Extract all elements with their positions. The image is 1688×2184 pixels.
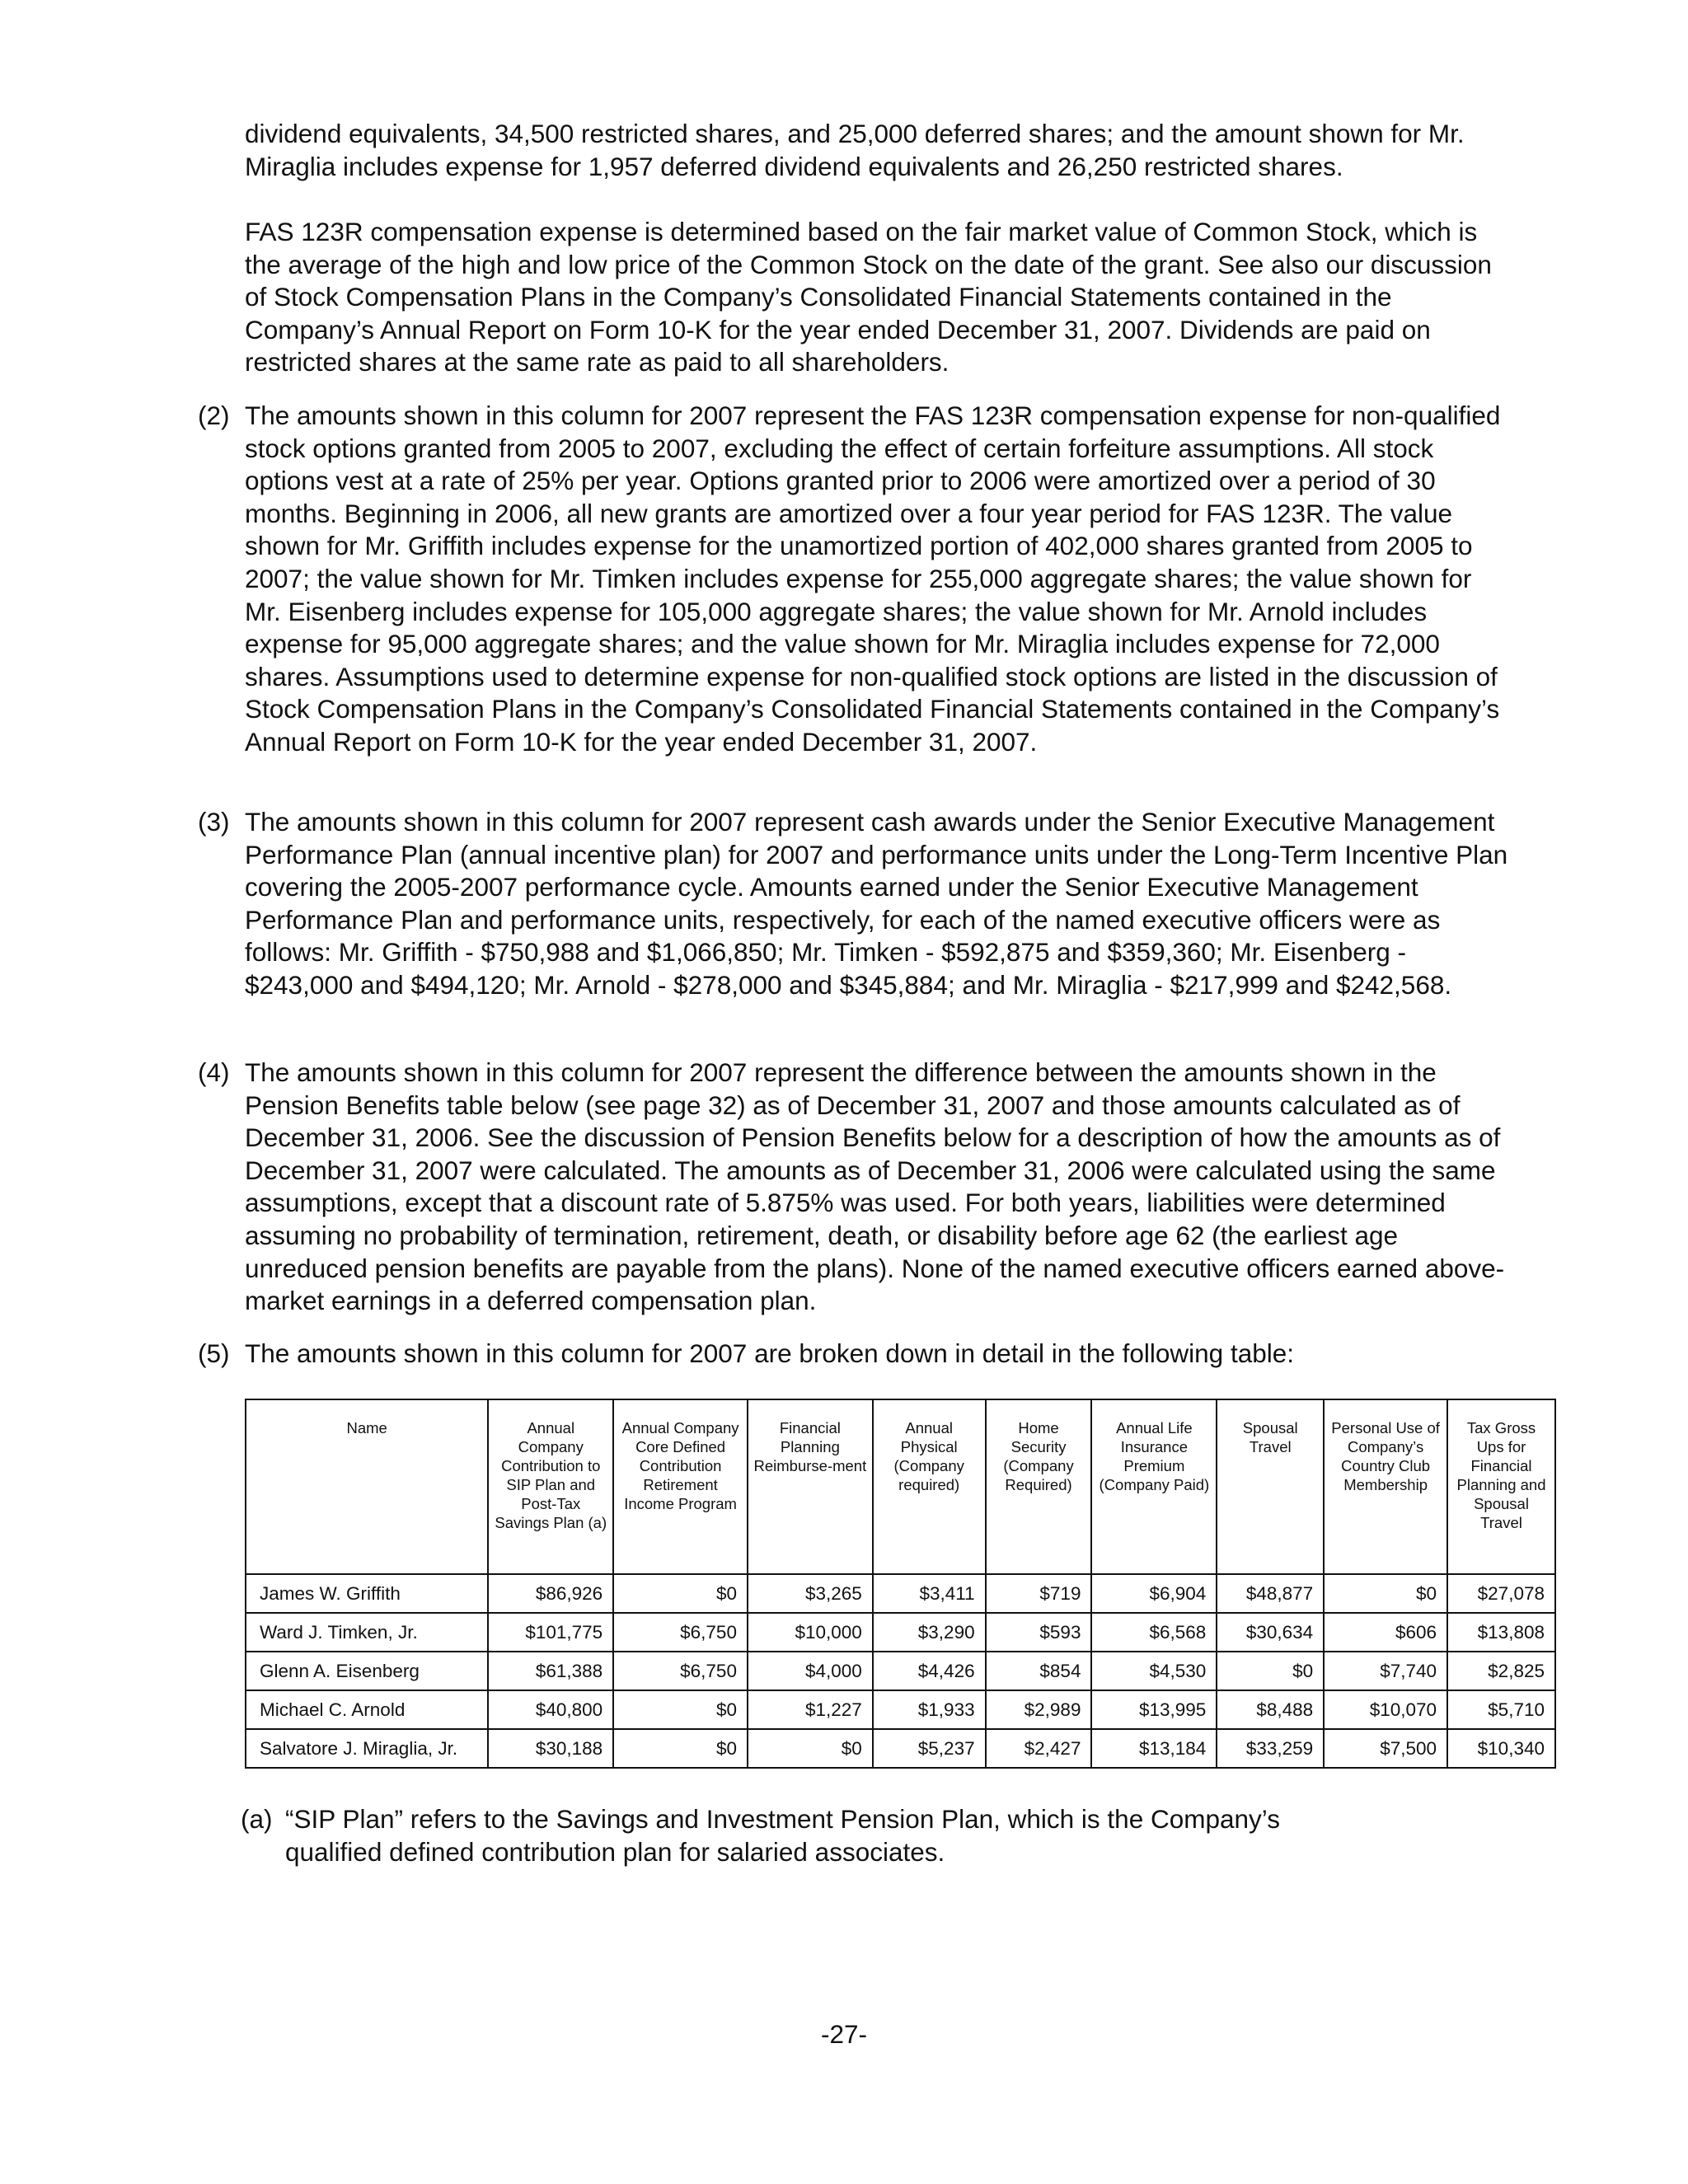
header-name: Name	[246, 1399, 488, 1574]
header-home-security: Home Security (Company Required)	[986, 1399, 1092, 1574]
table-cell: $40,800	[488, 1690, 613, 1729]
footnote-text: The amounts shown in this column for 2007 represent the FAS 123R compensation expense for non-qualified stock options granted from 2005 to 2007, excluding the effect of certain forfeiture assumptions. All stock options vest at a rate of 25% per year. Options granted prior to 2006 were amortized over a period of 30 months. Beginning in 2006, all new grants are amortized over a four year period for FAS 123R. The value shown for Mr. Griffith includes expense for the unamortized portion of 402,000 shares granted from 2005 to 2007; the value shown for Mr. Timken includes expense for 255,000 aggregate shares; the value shown for Mr. Eisenberg includes expense for 105,000 aggregate shares; the value shown for Mr. Arnold includes expense for 95,000 aggregate shares; and the value shown for Mr. Miraglia includes expense for 72,000 shares. Assumptions used to determine expense for non-qualified stock options are listed in the discussion of Stock Compensation Plans in the Company’s Consolidated Financial Statements contained in the Company’s Annual Report on Form 10-K for the year ended December 31, 2007.	[245, 401, 1501, 757]
table-cell: $0	[748, 1729, 873, 1768]
cell-name: James W. Griffith	[246, 1574, 488, 1613]
table-cell: $593	[986, 1613, 1092, 1652]
table-cell: $719	[986, 1574, 1092, 1613]
table-cell: $3,290	[873, 1613, 986, 1652]
table-cell: $86,926	[488, 1574, 613, 1613]
table-cell: $606	[1324, 1613, 1447, 1652]
table-row	[246, 1690, 1555, 1729]
table-cell: $33,259	[1217, 1729, 1324, 1768]
header-sip-contribution: Annual Company Contribution to SIP Plan and Post-Tax Savings Plan (a)	[488, 1399, 613, 1574]
table-cell: $61,388	[488, 1652, 613, 1690]
footnote-number: (a)	[241, 1804, 273, 1834]
cell-name: Michael C. Arnold	[246, 1690, 488, 1729]
header-country-club: Personal Use of Company’s Country Club Membership	[1324, 1399, 1447, 1574]
table-header-row	[246, 1399, 1555, 1574]
footnote-text: The amounts shown in this column for 2007 are broken down in detail in the following table:	[245, 1338, 1294, 1368]
table-cell: $4,000	[748, 1652, 873, 1690]
table-cell: $7,740	[1324, 1652, 1447, 1690]
table-cell: $0	[613, 1729, 748, 1768]
footnote-text: The amounts shown in this column for 2007 represent the difference between the amounts shown in the Pension Benefits table below (see page 32) as of December 31, 2007 and those amounts calculated as of December 31, 2006. See the discussion of Pension Benefits below for a description of how the amounts as of December 31, 2007 were calculated. The amounts as of December 31, 2006 were calculated using the same assumptions, except that a discount rate of 5.875% was used. For both years, liabilities were determined assuming no probability of termination, retirement, death, or disability before age 62 (the earliest age unreduced pension benefits are payable from the plans). None of the named executive officers earned above-market earnings in a deferred compensation plan.	[245, 1057, 1505, 1316]
table-cell: $3,411	[873, 1574, 986, 1613]
table-cell: $2,989	[986, 1690, 1092, 1729]
table-cell: $7,500	[1324, 1729, 1447, 1768]
intro-paragraph-1: dividend equivalents, 34,500 restricted shares, and 25,000 deferred shares; and the amount shown for Mr. Miraglia includes expense for 1,957 deferred dividend equivalents and 26,250 restricted shares.	[245, 119, 1465, 181]
table-cell: $10,070	[1324, 1690, 1447, 1729]
table-cell: $27,078	[1447, 1574, 1555, 1613]
table-cell: $2,427	[986, 1729, 1092, 1768]
table-cell: $13,995	[1091, 1690, 1217, 1729]
intro-paragraph-2: FAS 123R compensation expense is determined based on the fair market value of Common Stock, which is the average of the high and low price of the Common Stock on the date of the grant. See also our discussion of Stock Compensation Plans in the Company’s Consolidated Financial Statements contained in the Company’s Annual Report on Form 10-K for the year ended December 31, 2007. Dividends are paid on restricted shares at the same rate as paid to all shareholders.	[245, 217, 1492, 377]
table-cell: $0	[613, 1574, 748, 1613]
header-spousal-travel: Spousal Travel	[1217, 1399, 1324, 1574]
table-cell: $101,775	[488, 1613, 613, 1652]
table-row	[246, 1652, 1555, 1690]
table-cell: $854	[986, 1652, 1092, 1690]
table-row	[246, 1613, 1555, 1652]
table-cell: $3,265	[748, 1574, 873, 1613]
table-cell: $0	[1217, 1652, 1324, 1690]
table-cell: $4,426	[873, 1652, 986, 1690]
table-row	[246, 1574, 1555, 1613]
footnote-text: “SIP Plan” refers to the Savings and Investment Pension Plan, which is the Company’s qualified defined contribution plan for salaried associates.	[285, 1804, 1280, 1867]
table-cell: $48,877	[1217, 1574, 1324, 1613]
table-cell: $8,488	[1217, 1690, 1324, 1729]
table-cell: $5,710	[1447, 1690, 1555, 1729]
header-tax-gross-ups: Tax Gross Ups for Financial Planning and Spousal Travel	[1447, 1399, 1555, 1574]
header-core-defined-contribution: Annual Company Core Defined Contribution Retirement Income Program	[613, 1399, 748, 1574]
footnote-number: (2)	[198, 401, 230, 430]
cell-name: Glenn A. Eisenberg	[246, 1652, 488, 1690]
header-financial-planning: Financial Planning Reimburse-ment	[748, 1399, 873, 1574]
header-annual-physical: Annual Physical (Company required)	[873, 1399, 986, 1574]
table-cell: $10,340	[1447, 1729, 1555, 1768]
header-life-insurance: Annual Life Insurance Premium (Company Paid)	[1091, 1399, 1217, 1574]
table-cell: $6,750	[613, 1652, 748, 1690]
table-cell: $4,530	[1091, 1652, 1217, 1690]
table-cell: $5,237	[873, 1729, 986, 1768]
table-cell: $13,184	[1091, 1729, 1217, 1768]
page-number: -27-	[820, 2019, 868, 2049]
table-cell: $6,904	[1091, 1574, 1217, 1613]
table-cell: $0	[613, 1690, 748, 1729]
table-cell: $30,634	[1217, 1613, 1324, 1652]
footnote-number: (4)	[198, 1057, 230, 1087]
table-cell: $1,227	[748, 1690, 873, 1729]
table-cell: $13,808	[1447, 1613, 1555, 1652]
footnote-number: (5)	[198, 1338, 230, 1368]
table-cell: $2,825	[1447, 1652, 1555, 1690]
table-row	[246, 1729, 1555, 1768]
cell-name: Salvatore J. Miraglia, Jr.	[246, 1729, 488, 1768]
table-cell: $6,750	[613, 1613, 748, 1652]
table-cell: $6,568	[1091, 1613, 1217, 1652]
table-cell: $0	[1324, 1574, 1447, 1613]
footnote-text: The amounts shown in this column for 2007 represent cash awards under the Senior Executive Management Performance Plan (annual incentive plan) for 2007 and performance units under the Long-Term Incentive Plan covering the 2005-2007 performance cycle. Amounts earned under the Senior Executive Management Performance Plan and performance units, respectively, for each of the named executive officers were as follows: Mr. Griffith - $750,988 and $1,066,850; Mr. Timken - $592,875 and $359,360; Mr. Eisenberg - $243,000 and $494,120; Mr. Arnold - $278,000 and $345,884; and Mr. Miraglia - $217,999 and $242,568.	[245, 807, 1508, 1000]
compensation-detail-table	[245, 1399, 1556, 1769]
table-cell: $30,188	[488, 1729, 613, 1768]
table-cell: $1,933	[873, 1690, 986, 1729]
cell-name: Ward J. Timken, Jr.	[246, 1613, 488, 1652]
table-cell: $10,000	[748, 1613, 873, 1652]
footnote-number: (3)	[198, 807, 230, 837]
